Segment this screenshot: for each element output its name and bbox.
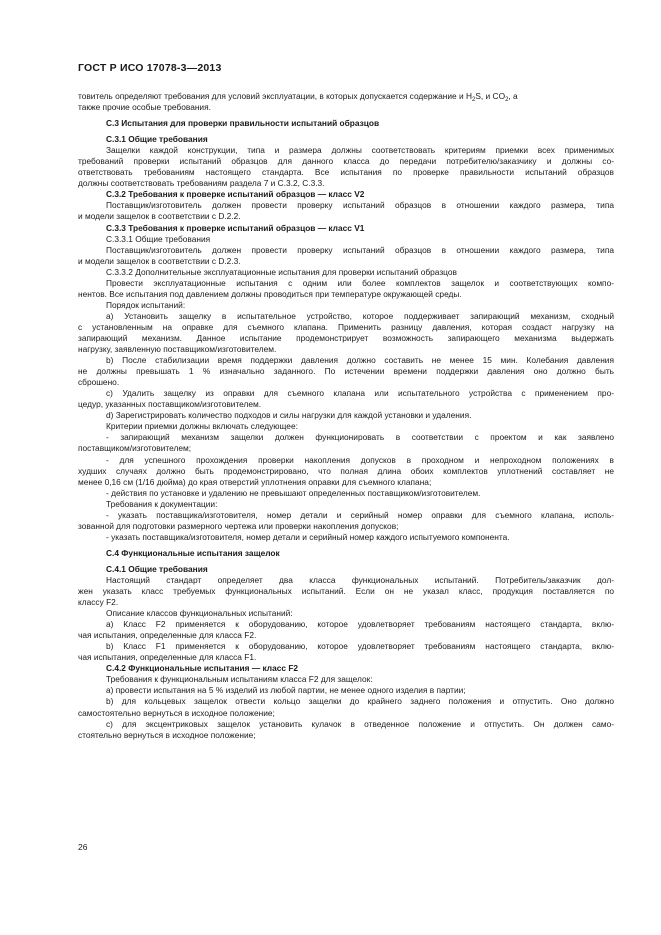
page-number: 26 (78, 842, 88, 852)
list-item-line: c) для эксцентриковых защелок установить кулачок в отведенное положение и отпустить. Он должен само- (106, 718, 614, 729)
list-item-line: b) После стабилизации время поддержки давления должно составить не менее 15 мин. Колебания давления (106, 355, 614, 366)
list-item-line: не должны превышать 1 % изначально заданного. По истечении времени поддержки давления оно должно быть (78, 366, 614, 377)
paragraph-line: Провести эксплуатационные испытания с одним или более комплектов защелок и соответствующих компо- (106, 277, 614, 288)
list-item-line: стоятельно вернуться в исходное положение; (78, 729, 256, 740)
list-item-line: поставщиком/изготовителем; (78, 443, 192, 454)
list-item-line: d) Зарегистрировать количество подходов и силы нагрузки для каждой установки и удаления. (106, 410, 472, 421)
list-item-line: чая испытания, определенные для класса F1. (78, 652, 257, 663)
list-item-line: - действия по установке и удалению не превышают определенных поставщиком/изготовителем. (106, 487, 481, 498)
intro-line (78, 91, 614, 102)
subsection-heading: С.3.1 Общие требования (106, 134, 208, 145)
paragraph-line: Требования к функциональным испытаниям класса F2 для защелок: (106, 674, 373, 685)
subscript: 2 (505, 97, 509, 103)
paragraph-line: требований проверки испытаний образцов для данного класса до передачи потребителю/заказчику и должны со- (78, 156, 614, 167)
list-item-line: b) для кольцевых защелок отвести кольцо защелки до крайнего заднего положения и отпустить. Оно должно (106, 696, 614, 707)
paragraph-line: Порядок испытаний: (106, 299, 186, 310)
paragraph-line: Требования к документации: (106, 498, 218, 509)
list-item-line: - указать поставщика/изготовителя, номер детали и серийный номер каждого испытуемого компонента. (106, 531, 510, 542)
section-heading: С.3 Испытания для проверки правильности испытаний образцов (106, 118, 380, 129)
subsection-heading: С.4.2 Функциональные испытания — класс F2 (106, 663, 299, 674)
paragraph-line: ответствовать требованиям настоящего стандарта. Все испытания по проверке правильности испытаний образцов (78, 167, 614, 178)
paragraph-line: нентов. Все испытания под давлением должны проводиться при температуре окружающей среды. (78, 288, 462, 299)
list-item-line: менее 0,16 см (1/16 дюйма) до края отверстий уплотнения оправки для съемного клапана; (78, 476, 432, 487)
document-header: ГОСТ Р ИСО 17078-3—2013 (78, 62, 222, 74)
section-heading: С.4 Функциональные испытания защелок (106, 547, 280, 558)
paragraph-line: Поставщик/изготовитель должен провести проверку испытаний образцов в отношении каждого размера, типа (106, 200, 614, 211)
paragraph-line: Описание классов функциональных испытаний: (106, 608, 293, 619)
paragraph-line: и модели защелок в соответствии с D.2.3. (78, 255, 241, 266)
paragraph-line: Защелки каждой конструкции, типа и размера должны соответствовать критериям приемки всех применимых (106, 145, 614, 156)
list-item-line: цедур, указанных поставщиком/изготовителем. (78, 399, 262, 410)
paragraph-line: и модели защелок в соответствии с D.2.2. (78, 211, 241, 222)
list-item-line: запирающий механизм. Данное испытание продемонстрирует возможность запирающего механизма выдержать (78, 332, 614, 343)
list-item-line: b) Класс F1 применяется к оборудованию, которое удовлетворяет требованиям настоящего стандарта, вклю- (106, 641, 614, 652)
list-item-line: зованной для подготовки размерного чертежа или проверки накопления допусков; (78, 520, 399, 531)
paragraph-line: классу F2. (78, 597, 119, 608)
list-item-line: самостоятельно вернуться в исходное положение; (78, 707, 275, 718)
list-item-line: худших случаях должно быть продемонстрировано, что полная длина обоих комплектов уплотнений составляет не (78, 465, 614, 476)
intro-text: товитель определяют требования для условий эксплуатации, в которых допускается содержание и H (78, 91, 473, 101)
subscript: 2 (472, 97, 476, 103)
paragraph-line: жен указать класс требуемых функциональных испытаний. Если он не указал класс, продукция поставляется по (78, 586, 614, 597)
clause-heading: С.3.3.1 Общие требования (106, 233, 211, 244)
intro-text: S, и CO (475, 91, 506, 101)
paragraph-line: должны соответствовать требованиям раздела 7 и С.3.2, С.3.3. (78, 178, 325, 189)
list-item-line: a) провести испытания на 5 % изделий из любой партии, не менее одного изделия в партии; (106, 685, 466, 696)
list-item-line: с установленным на оправке для съемного клапана. Применить разницу давления, которая создаст нагрузку на (78, 321, 614, 332)
document-body (78, 91, 614, 741)
paragraph-line: Поставщик/изготовитель должен провести проверку испытаний образцов в отношении каждого размера, типа (106, 244, 614, 255)
subsection-heading: С.4.1 Общие требования (106, 563, 208, 574)
intro-text: , а (508, 91, 518, 101)
subsection-heading: С.3.2 Требования к проверке испытаний образцов — класс V2 (106, 189, 365, 200)
intro-line: также прочие особые требования. (78, 102, 211, 113)
list-item-line: c) Удалить защелку из оправки для съемного клапана или испытательного устройства с применением про- (106, 388, 614, 399)
list-item-line: сброшено. (78, 377, 120, 388)
list-item-line: - указать поставщика/изготовителя, номер детали и серийный номер оправки для съемного клапана, исполь- (106, 509, 614, 520)
paragraph-line: Настоящий стандарт определяет два класса функциональных испытаний. Потребитель/заказчик дол- (106, 574, 614, 585)
list-item-line: чая испытания, определенные для класса F2. (78, 630, 257, 641)
list-item-line: - запирающий механизм защелки должен функционировать в соответствии с проектом и как заявлено (106, 432, 614, 443)
list-item-line: a) Класс F2 применяется к оборудованию, которое удовлетворяет требованиям настоящего стандарта, вклю- (106, 619, 614, 630)
clause-heading: С.3.3.2 Дополнительные эксплуатационные испытания для проверки испытаний образцов (106, 266, 457, 277)
list-item-line: a) Установить защелку в испытательное устройство, которое поддерживает запирающий механизм, сходный (106, 310, 614, 321)
list-item-line: нагрузку, заявленную поставщиком/изготовителем. (78, 344, 277, 355)
subsection-heading: С.3.3 Требования к проверке испытаний образцов — класс V1 (106, 222, 365, 233)
list-item-line: - для успешного прохождения проверки накопления допусков в проходном и непроходном положениях в (106, 454, 614, 465)
paragraph-line: Критерии приемки должны включать следующее: (106, 421, 298, 432)
